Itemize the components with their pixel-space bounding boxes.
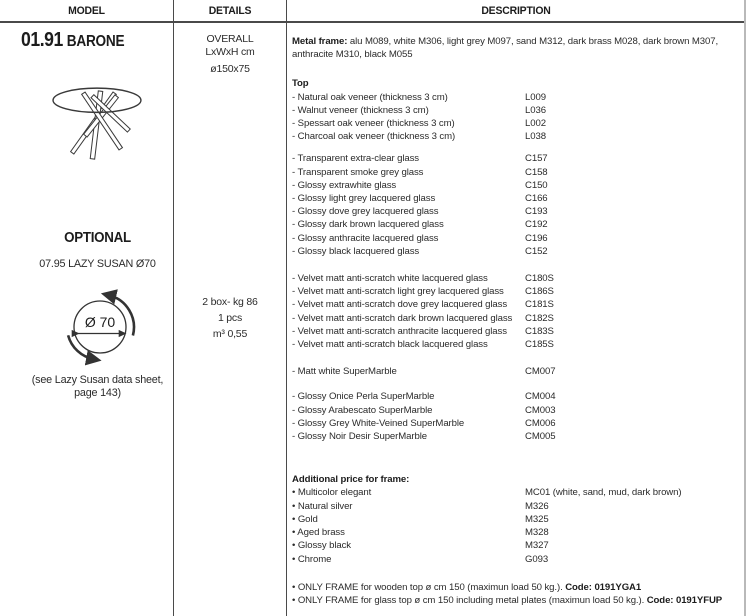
column-header-details: DETAILS xyxy=(208,5,252,17)
finish-row xyxy=(292,500,744,513)
finish-code: C182S xyxy=(525,312,554,324)
finish-label: - Glossy dove grey lacquered glass xyxy=(292,206,439,218)
finish-code: C150 xyxy=(525,179,548,191)
finish-row xyxy=(292,338,744,351)
description-section xyxy=(292,272,744,351)
finish-row xyxy=(292,179,744,192)
finish-row xyxy=(292,152,744,165)
finish-label: • Chrome xyxy=(292,553,332,565)
finish-row xyxy=(292,272,744,285)
finish-code: C181S xyxy=(525,299,554,311)
finish-label: - Matt white SuperMarble xyxy=(292,366,397,378)
finish-code: C158 xyxy=(525,166,548,178)
section-heading: Top xyxy=(292,78,309,90)
finish-row xyxy=(292,285,744,298)
metal-frame-colors-1: alu M089, white M306, light grey M097, sand M312, dark brass M028, dark brown M307, xyxy=(347,36,719,47)
finish-row xyxy=(292,390,744,403)
finish-row xyxy=(292,312,744,325)
packing-boxes: 2 box- kg 86 xyxy=(202,296,258,308)
description-column xyxy=(292,35,744,607)
finish-label: - Velvet matt anti-scratch light grey lacquered glass xyxy=(292,286,504,298)
divider-details-description xyxy=(286,0,287,616)
metal-frame-line2: anthracite M310, black M055 xyxy=(292,49,413,61)
finish-code: CM007 xyxy=(525,366,556,378)
lazy-susan-diagram xyxy=(58,286,142,366)
note-text: • ONLY FRAME for glass top ø cm 150 including metal plates (maximun load 50 kg.). xyxy=(292,594,647,606)
metal-frame-line1 xyxy=(292,35,744,48)
finish-code: C185S xyxy=(525,339,554,351)
frame-only-note xyxy=(292,594,744,607)
finish-code: G093 xyxy=(525,553,549,565)
finish-code: L009 xyxy=(525,91,546,103)
finish-row xyxy=(292,91,744,104)
details-overall xyxy=(174,33,286,76)
finish-label: - Velvet matt anti-scratch dark brown lacquered glass xyxy=(292,312,513,324)
model-code: 01.91 xyxy=(21,29,63,51)
finish-code: C166 xyxy=(525,193,548,205)
header-rule xyxy=(0,21,746,23)
finish-row xyxy=(292,130,744,143)
finish-label: - Velvet matt anti-scratch dove grey lacquered glass xyxy=(292,299,508,311)
frame-only-note xyxy=(292,581,744,594)
finish-label: - Glossy extrawhite glass xyxy=(292,179,397,191)
description-section xyxy=(292,473,744,565)
see-data-sheet-note xyxy=(10,374,185,400)
finish-row xyxy=(292,539,744,552)
finish-code: CM005 xyxy=(525,431,556,443)
right-edge-rule xyxy=(744,0,746,616)
finish-label: - Transparent extra-clear glass xyxy=(292,153,420,165)
column-header-description: DESCRIPTION xyxy=(481,5,551,17)
finish-row xyxy=(292,192,744,205)
finish-code: C186S xyxy=(525,286,554,298)
finish-label: - Glossy anthracite lacquered glass xyxy=(292,232,439,244)
finish-label: - Transparent smoke grey glass xyxy=(292,166,424,178)
finish-code: C180S xyxy=(525,273,554,285)
finish-row xyxy=(292,417,744,430)
finish-code: C183S xyxy=(525,325,554,337)
overall-size: ø150x75 xyxy=(210,63,250,75)
finish-sections xyxy=(292,77,744,565)
finish-label: - Glossy Arabescato SuperMarble xyxy=(292,404,433,416)
model-name: BARONE xyxy=(66,33,125,50)
finish-code: C157 xyxy=(525,153,548,165)
diameter-label: Ø 70 xyxy=(84,314,116,330)
details-packing xyxy=(174,294,286,342)
frame-only-notes xyxy=(292,581,744,607)
finish-code: M325 xyxy=(525,513,549,525)
finish-code: CM003 xyxy=(525,404,556,416)
finish-row xyxy=(292,245,744,258)
finish-row xyxy=(292,365,744,378)
finish-row xyxy=(292,553,744,566)
finish-code: MC01 (white, sand, mud, dark brown) xyxy=(525,487,682,499)
finish-label: - Glossy Grey White-Veined SuperMarble xyxy=(292,417,465,429)
description-section xyxy=(292,77,744,143)
finish-label: • Multicolor elegant xyxy=(292,487,372,499)
finish-code: CM004 xyxy=(525,391,556,403)
finish-row xyxy=(292,486,744,499)
finish-label: - Glossy dark brown lacquered glass xyxy=(292,219,444,231)
finish-row xyxy=(292,430,744,443)
finish-row xyxy=(292,104,744,117)
finish-code: M327 xyxy=(525,540,549,552)
note-text: • ONLY FRAME for wooden top ø cm 150 (maximun load 50 kg.). xyxy=(292,581,566,593)
finish-row xyxy=(292,205,744,218)
section-heading: Additional price for frame: xyxy=(292,474,410,486)
finish-label: - Velvet matt anti-scratch white lacquered glass xyxy=(292,273,488,285)
finish-row xyxy=(292,298,744,311)
finish-row xyxy=(292,513,744,526)
finish-code: C193 xyxy=(525,206,548,218)
finish-code: L002 xyxy=(525,118,546,130)
finish-row xyxy=(292,325,744,338)
metal-frame-label: Metal frame: xyxy=(292,36,348,47)
packing-volume: m³ 0,55 xyxy=(212,328,248,340)
finish-label: - Glossy Noir Desir SuperMarble xyxy=(292,431,427,443)
finish-row xyxy=(292,232,744,245)
model-title xyxy=(21,29,124,52)
finish-label: - Natural oak veneer (thickness 3 cm) xyxy=(292,91,448,103)
finish-row xyxy=(292,404,744,417)
note-code: Code: 0191YGA1 xyxy=(565,581,642,593)
finish-label: • Natural silver xyxy=(292,500,353,512)
finish-label: - Velvet matt anti-scratch black lacquered glass xyxy=(292,339,488,351)
note-code: Code: 0191YFUP xyxy=(646,594,723,606)
table-illustration xyxy=(50,80,146,166)
finish-code: L038 xyxy=(525,131,546,143)
optional-item-label: 07.95 LAZY SUSAN Ø70 xyxy=(39,258,156,270)
finish-label: - Spessart oak veneer (thickness 3 cm) xyxy=(292,118,455,130)
finish-code: M328 xyxy=(525,527,549,539)
finish-code: L036 xyxy=(525,104,546,116)
overall-dims-label: LxWxH cm xyxy=(205,46,255,58)
finish-label: - Charcoal oak veneer (thickness 3 cm) xyxy=(292,131,456,143)
finish-row xyxy=(292,117,744,130)
finish-label: - Glossy black lacquered glass xyxy=(292,245,420,257)
finish-code: C152 xyxy=(525,245,548,257)
finish-row xyxy=(292,166,744,179)
metal-frame-paragraph xyxy=(292,35,744,61)
finish-code: C192 xyxy=(525,219,548,231)
see-note-line2: page 143) xyxy=(74,387,121,399)
finish-row xyxy=(292,526,744,539)
description-section xyxy=(292,390,744,443)
description-section xyxy=(292,365,744,378)
description-section xyxy=(292,152,744,258)
overall-label: OVERALL xyxy=(206,33,254,45)
finish-label: • Aged brass xyxy=(292,527,345,539)
column-header-model: MODEL xyxy=(68,5,105,17)
finish-label: • Glossy black xyxy=(292,540,352,552)
finish-code: CM006 xyxy=(525,417,556,429)
finish-label: - Glossy light grey lacquered glass xyxy=(292,193,436,205)
finish-label: - Glossy Onice Perla SuperMarble xyxy=(292,391,435,403)
finish-code: C196 xyxy=(525,232,548,244)
finish-row xyxy=(292,218,744,231)
finish-label: • Gold xyxy=(292,513,318,525)
finish-code: M326 xyxy=(525,500,549,512)
optional-heading: OPTIONAL xyxy=(64,230,131,246)
finish-label: - Velvet matt anti-scratch anthracite lacquered glass xyxy=(292,325,507,337)
finish-label: - Walnut veneer (thickness 3 cm) xyxy=(292,104,429,116)
packing-pieces: 1 pcs xyxy=(217,312,243,324)
see-note-line1: (see Lazy Susan data sheet, xyxy=(31,374,164,386)
